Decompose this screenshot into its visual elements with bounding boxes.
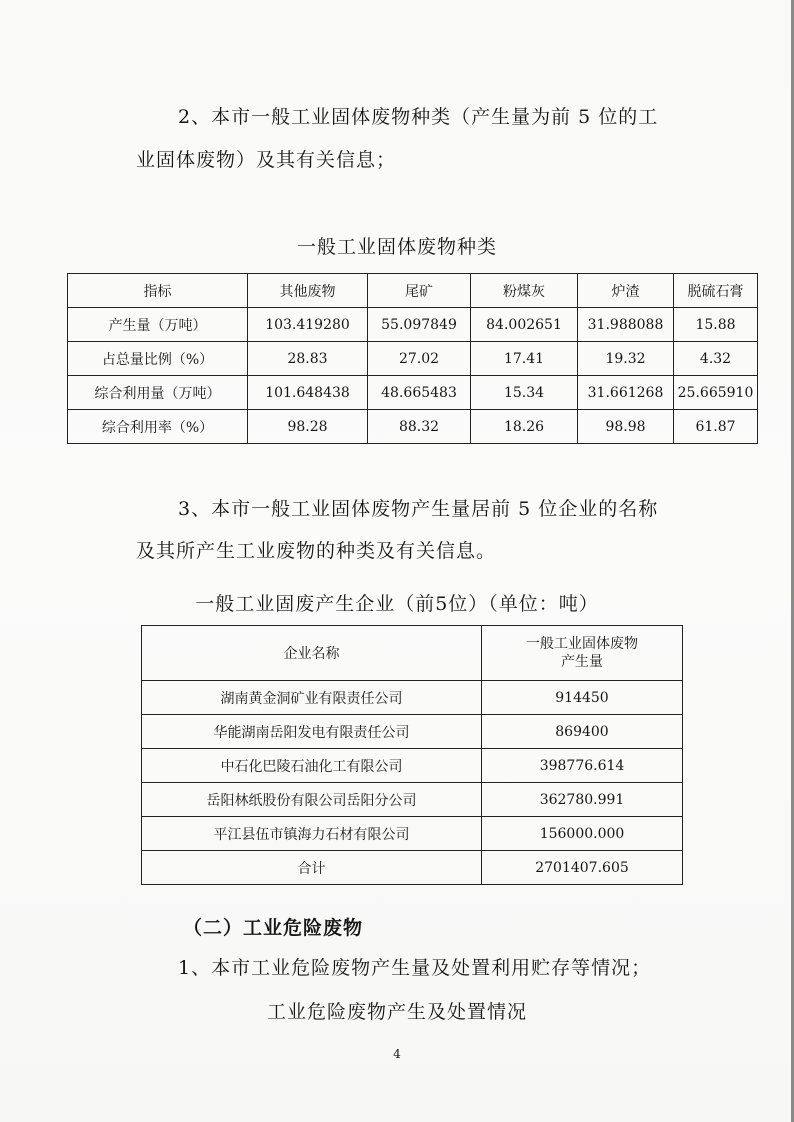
- table-header-cell: 其他废物: [248, 274, 368, 308]
- table-header-cell: 尾矿: [368, 274, 471, 308]
- paragraph-4-line-1: 1、本市工业危险废物产生量及处置利用贮存等情况；: [178, 957, 652, 979]
- table-row: [142, 817, 683, 851]
- table-cell: 18.26: [471, 410, 578, 444]
- table-1-caption: 一般工业固体废物种类: [296, 236, 497, 258]
- table-header-row: [68, 274, 758, 308]
- table-row: [142, 715, 683, 749]
- table-cell: 101.648438: [248, 376, 368, 410]
- table-cell: 产生量（万吨）: [68, 308, 248, 342]
- paragraph-3-line-1: 3、本市一般工业固体废物产生量居前 5 位企业的名称: [178, 498, 659, 520]
- table-cell: 综合利用率（%）: [68, 410, 248, 444]
- table-2-caption: 一般工业固废产生企业（前5位）（单位：吨）: [195, 593, 599, 615]
- paragraph-2-line-2: 业固体废物）及其有关信息；: [136, 149, 397, 171]
- table-cell: 398776.614: [482, 749, 683, 783]
- table-cell: 华能湖南岳阳发电有限责任公司: [142, 715, 482, 749]
- table-cell: 17.41: [471, 342, 578, 376]
- table-header-cell: 粉煤灰: [471, 274, 578, 308]
- table-cell: 25.665910: [674, 376, 758, 410]
- page-number: 4: [393, 1047, 401, 1061]
- table-header-cell: 炉渣: [578, 274, 674, 308]
- table-cell: 31.988088: [578, 308, 674, 342]
- table-row: [142, 783, 683, 817]
- paragraph-2-line-1: 2、本市一般工业固体废物种类（产生量为前 5 位的工: [178, 106, 659, 128]
- table-cell: 2701407.605: [482, 851, 683, 885]
- table-total-row: [142, 851, 683, 885]
- paragraph-3-line-2: 及其所产生工业废物的种类及有关信息。: [136, 540, 497, 562]
- table-cell: 平江县伍市镇海力石材有限公司: [142, 817, 482, 851]
- table-header-cell: 企业名称: [142, 626, 482, 681]
- table-cell: 合计: [142, 851, 482, 885]
- table-cell: 48.665483: [368, 376, 471, 410]
- table-cell: 15.88: [674, 308, 758, 342]
- table-cell: 湖南黄金洞矿业有限责任公司: [142, 681, 482, 715]
- table-row: [68, 410, 758, 444]
- table-cell: 84.002651: [471, 308, 578, 342]
- table-cell: 98.98: [578, 410, 674, 444]
- table-cell: 869400: [482, 715, 683, 749]
- table-header-cell: 脱硫石膏: [674, 274, 758, 308]
- table-row: [68, 342, 758, 376]
- table-cell: 98.28: [248, 410, 368, 444]
- table-cell: 914450: [482, 681, 683, 715]
- table-header-cell: 指标: [68, 274, 248, 308]
- table-row: [142, 681, 683, 715]
- table-cell: 362780.991: [482, 783, 683, 817]
- table-header-row: [142, 626, 683, 681]
- solid-waste-types-table: [67, 273, 758, 444]
- table-cell: 61.87: [674, 410, 758, 444]
- table-cell: 中石化巴陵石油化工有限公司: [142, 749, 482, 783]
- table-cell: 占总量比例（%）: [68, 342, 248, 376]
- table-cell: 4.32: [674, 342, 758, 376]
- table-cell: 27.02: [368, 342, 471, 376]
- table-cell: 88.32: [368, 410, 471, 444]
- top-enterprises-table: [141, 625, 683, 885]
- table-cell: 31.661268: [578, 376, 674, 410]
- table-header-cell: 一般工业固体废物产生量: [482, 626, 683, 681]
- table-row: [68, 376, 758, 410]
- table-row: [142, 749, 683, 783]
- section-title: （二）工业危险废物: [183, 917, 364, 939]
- table-cell: 综合利用量（万吨）: [68, 376, 248, 410]
- table-cell: 19.32: [578, 342, 674, 376]
- table-cell: 55.097849: [368, 308, 471, 342]
- table-cell: 15.34: [471, 376, 578, 410]
- table-cell: 28.83: [248, 342, 368, 376]
- table-3-caption: 工业危险废物产生及处置情况: [266, 1001, 527, 1023]
- table-cell: 156000.000: [482, 817, 683, 851]
- table-row: [68, 308, 758, 342]
- table-cell: 岳阳林纸股份有限公司岳阳分公司: [142, 783, 482, 817]
- table-cell: 103.419280: [248, 308, 368, 342]
